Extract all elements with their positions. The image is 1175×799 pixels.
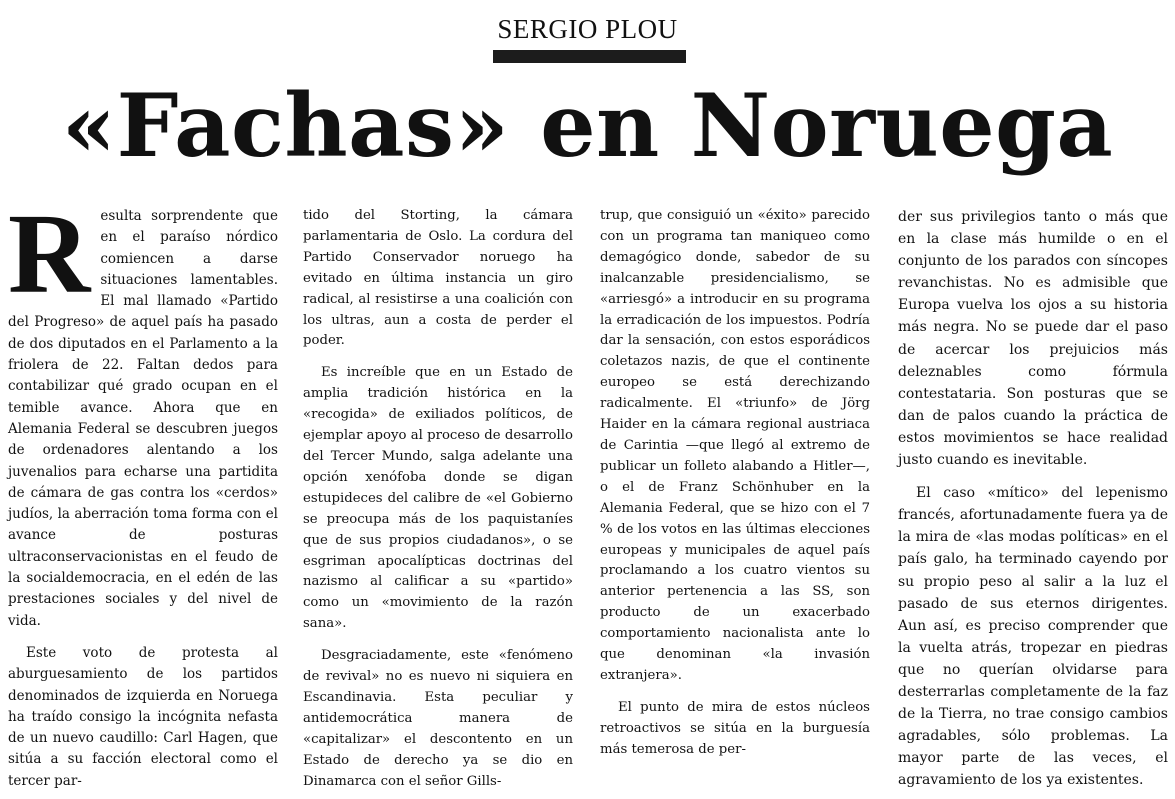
paragraph: El punto de mira de estos núcleos retroactivos se sitúa en la burguesía más temerosa de per-	[600, 699, 870, 757]
article-column-4	[898, 206, 1168, 791]
paragraph: El caso «mítico» del lepenismo francés, afortunadamente fuera ya de la mira de «las modas políticas» en el país galo, ha terminado cayendo por su propio peso al salir a la luz el pasado de sus eternos dirigentes. Aun así, es preciso comprender que la vuelta atrás, tropezar en piedras que no querían olvidarse para desterrarlas completamente de la faz de la Tierra, no trae consigo cambios agradables, sólo problemas. La mayor parte de las veces, el agravamiento de los ya existentes.	[898, 485, 1168, 789]
article-headline: «Fachas» en Noruega	[61, 74, 1114, 177]
article-column-3	[600, 206, 870, 761]
paragraph: Es increíble que en un Estado de amplia tradición histórica en la «recogida» de exiliados políticos, de ejemplar apoyo al proceso de desarrollo del Tercer Mundo, salga adelante una opción xenófoba donde se digan estupideces del calibre de «el Gobierno se preocupa más de los paquistaníes que de sus propios ciudadanos», o se esgriman apocalípticas doctrinas del nazismo al calificar a su «partido» como un «movimiento de la razón sana».	[303, 365, 573, 632]
paragraph: der sus privilegios tanto o más que en la clase más humilde o en el conjunto de los parados con síncopes revanchistas. No es admisible que Europa vuelva los ojos a su historia más negra. No se puede dar el paso de acercar los prejuicios más deleznables como fórmula contestataria. Son posturas que se dan de palos cuando la práctica de estos movimientos se hace realidad justo cuando es inevitable.	[898, 209, 1168, 469]
article-column-1	[8, 190, 278, 792]
paragraph: Desgraciadamente, este «fenómeno de revival» no es nuevo ni siquiera en Escandinavia. Esta peculiar y antidemocrática manera de «capitalizar» el descontento en un Estado de derecho ya se dio en Dinamarca con el señor Gills-	[303, 648, 573, 789]
paragraph: tido del Storting, la cámara parlamentaria de Oslo. La cordura del Partido Conservador noruego ha evitado en última instancia un giro radical, al resistirse a una coalición con los ultras, aun a costa de perder el poder.	[303, 208, 573, 349]
author-byline: SERGIO PLOU	[497, 14, 678, 44]
byline-rule	[493, 50, 686, 63]
paragraph: Este voto de protesta al aburguesamiento de los partidos denominados de izquierda en Noruega ha traído consigo la incógnita nefasta de un nuevo caudillo: Carl Hagen, que sitúa a su facción electoral como el tercer par-	[8, 644, 278, 789]
drop-cap: R	[8, 190, 91, 317]
paragraph: trup, que consiguió un «éxito» parecido con un programa tan maniqueo como demagógico donde, sabedor de su inalcanzable presidencialismo, se «arriesgó» a introducir en su programa la erradicación de los impuestos. Podría dar la sensación, con estos esporádicos coletazos nazis, de que el continente europeo se está derechizando radicalmente. El «triunfo» de Jörg Haider en la cámara regional austriaca de Carintia —que llegó al extremo de publicar un folleto alabando a Hitler—, o el de Franz Schönhuber en la Alemania Federal, que se hizo con el 7 % de los votos en las últimas elecciones europeas y municipales de aquel país proclamando a los cuatro vientos su anterior pertenencia a las SS, son producto de un exacerbado comportamiento nacionalista ante lo que denominan «la invasión extranjera».	[600, 208, 870, 683]
article-column-2	[303, 206, 573, 792]
paragraph: esulta sorprendente que en el paraíso nórdico comiencen a darse situaciones lamentables. El mal llamado «Partido del Progreso» de aquel país ha pasado de dos diputados en el Parlamento a la friolera de 22. Faltan dedos para contabilizar qué grado ocupan en el temible avance. Ahora que en Alemania Federal se descubren juegos de ordenadores alentando a los juvenalios para echarse una partidita de cámara de gas contra los «cerdos» judíos, la aberración toma forma con el avance de posturas ultraconservacionistas en el feudo de la socialdemocracia, en el edén de las prestaciones sociales y del nivel de vida.	[8, 208, 278, 629]
